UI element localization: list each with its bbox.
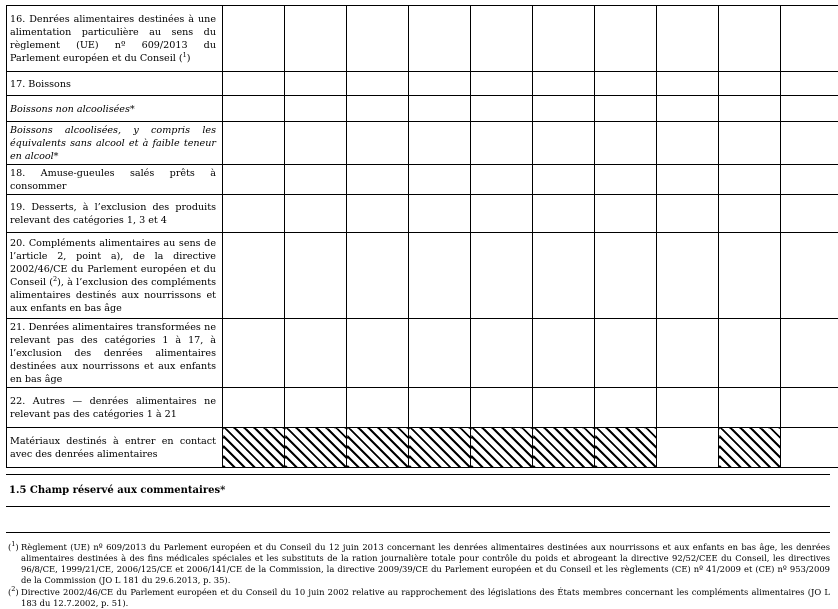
table-row bbox=[7, 195, 838, 233]
entry-cell[interactable] bbox=[223, 233, 285, 319]
category-text: 18. Amuse-gueules salés prêts à consommer bbox=[10, 168, 216, 192]
entry-cell[interactable] bbox=[409, 195, 471, 233]
entry-cell[interactable] bbox=[533, 6, 595, 72]
entry-cell[interactable] bbox=[347, 72, 409, 96]
hatched-cell bbox=[595, 428, 657, 468]
category-text: 17. Boissons bbox=[10, 79, 71, 90]
hatched-cell bbox=[347, 428, 409, 468]
category-text: 19. Desserts, à l’exclusion des produits relevant des catégories 1, 3 et 4 bbox=[10, 202, 216, 226]
entry-cell[interactable] bbox=[223, 388, 285, 428]
entry-cell[interactable] bbox=[533, 388, 595, 428]
entry-cell[interactable] bbox=[223, 96, 285, 122]
entry-cell[interactable] bbox=[595, 6, 657, 72]
entry-cell[interactable] bbox=[347, 233, 409, 319]
entry-cell[interactable] bbox=[471, 165, 533, 195]
footnote-ref: 2 bbox=[53, 275, 57, 283]
entry-cell[interactable] bbox=[347, 319, 409, 388]
category-label bbox=[7, 122, 223, 165]
entry-cell[interactable] bbox=[719, 388, 781, 428]
hatched-cell bbox=[409, 428, 471, 468]
footnote: ($^2$) Directive 2002/46/CE du Parlement européen et du Conseil du 10 juin 2002 relative au rapprochement des législations des États membres concernant les compléments alimentaires (JO L 183 du 12.7.2002, p. 51). bbox=[8, 587, 830, 609]
entry-cell[interactable] bbox=[533, 233, 595, 319]
entry-cell[interactable] bbox=[533, 165, 595, 195]
entry-cell[interactable] bbox=[533, 319, 595, 388]
entry-cell[interactable] bbox=[719, 233, 781, 319]
entry-cell[interactable] bbox=[471, 72, 533, 96]
comments-section-title: 1.5 Champ réservé aux commentaires* bbox=[9, 485, 225, 496]
category-label bbox=[7, 428, 223, 468]
entry-cell[interactable] bbox=[285, 233, 347, 319]
entry-cell[interactable] bbox=[409, 122, 471, 165]
footnote-marker: 1 bbox=[11, 540, 15, 548]
footnote-marker: 2 bbox=[11, 585, 15, 593]
category-text-continued: ) bbox=[187, 53, 191, 64]
category-text: 16. Denrées alimentaires destinées à une alimentation particulière au sens du règlement (UE) nº 609/2013 du Parlement européen et du Conseil ( bbox=[10, 14, 216, 64]
entry-cell[interactable] bbox=[409, 96, 471, 122]
entry-cell[interactable] bbox=[285, 6, 347, 72]
footnote-ref: 1 bbox=[183, 51, 187, 59]
entry-cell[interactable] bbox=[347, 6, 409, 72]
entry-cell[interactable] bbox=[781, 319, 838, 388]
entry-cell[interactable] bbox=[471, 233, 533, 319]
entry-cell[interactable] bbox=[471, 319, 533, 388]
hatched-cell bbox=[471, 428, 533, 468]
entry-cell[interactable] bbox=[719, 72, 781, 96]
entry-cell[interactable] bbox=[719, 122, 781, 165]
entry-cell[interactable] bbox=[285, 122, 347, 165]
hatched-cell bbox=[719, 428, 781, 468]
category-text: 20. Compléments alimentaires au sens de l’article 2, point a), de la directive 2002/46/CE du Parlement européen et du Conseil ( bbox=[10, 238, 216, 288]
entry-cell[interactable] bbox=[781, 233, 838, 319]
table-row bbox=[7, 6, 838, 72]
entry-cell[interactable] bbox=[285, 195, 347, 233]
entry-cell[interactable] bbox=[347, 165, 409, 195]
footnote-text: Directive 2002/46/CE du Parlement européen et du Conseil du 10 juin 2002 relative au rapprochement des législations des États membres concernant les compléments alimentaires (JO L 183 du 12.7.2002, p. 51). bbox=[21, 587, 830, 608]
category-text: Matériaux destinés à entrer en contact avec des denrées alimentaires bbox=[10, 436, 216, 460]
entry-cell[interactable] bbox=[595, 233, 657, 319]
footnote: ($^1$) Règlement (UE) nº 609/2013 du Parlement européen et du Conseil du 12 juin 2013 concernant les denrées alimentaires destinées aux nourrissons et aux enfants en bas âge, les denrées alimentaires destinées à des fins médicales spéciales et les substituts de la ration journalière totale pour contrôle du poids et abrogeant la directive 92/52/CEE du Conseil, les directives 96/8/CE, 1999/21/CE, 2006/125/CE et 2006/141/CE de la Commission, la directive 2009/39/CE du Parlement européen et du Conseil et les règlements (CE) nº 41/2009 et (CE) nº 953/2009 de la Commission (JO L 181 du 29.6.2013, p. 35). bbox=[8, 542, 830, 586]
section-divider bbox=[6, 474, 830, 475]
entry-cell[interactable] bbox=[595, 388, 657, 428]
entry-cell[interactable] bbox=[409, 6, 471, 72]
category-label bbox=[7, 388, 223, 428]
entry-cell[interactable] bbox=[533, 96, 595, 122]
table-row bbox=[7, 319, 838, 388]
category-text: Boissons alcoolisées, y compris les équivalents sans alcool et à faible teneur en alcool* bbox=[10, 125, 216, 162]
entry-cell[interactable] bbox=[657, 195, 719, 233]
entry-cell[interactable] bbox=[781, 122, 838, 165]
entry-cell[interactable] bbox=[223, 165, 285, 195]
entry-cell[interactable] bbox=[471, 6, 533, 72]
entry-cell[interactable] bbox=[533, 195, 595, 233]
entry-cell[interactable] bbox=[223, 122, 285, 165]
entry-cell[interactable] bbox=[781, 388, 838, 428]
entry-cell[interactable] bbox=[409, 388, 471, 428]
footnote-divider bbox=[6, 532, 830, 533]
category-label bbox=[7, 96, 223, 122]
category-label bbox=[7, 165, 223, 195]
entry-cell[interactable] bbox=[595, 319, 657, 388]
entry-cell[interactable] bbox=[595, 195, 657, 233]
entry-cell[interactable] bbox=[719, 96, 781, 122]
food-category-table bbox=[6, 5, 838, 468]
entry-cell[interactable] bbox=[533, 122, 595, 165]
entry-cell[interactable] bbox=[223, 6, 285, 72]
entry-cell[interactable] bbox=[409, 233, 471, 319]
category-text: 21. Denrées alimentaires transformées ne relevant pas des catégories 1 à 17, à l’exclusion des denrées alimentaires destinées aux nourrissons et aux enfants en bas âge bbox=[10, 322, 216, 385]
category-label bbox=[7, 319, 223, 388]
category-text: 22. Autres — denrées alimentaires ne relevant pas des catégories 1 à 21 bbox=[10, 396, 216, 420]
comments-field-line bbox=[6, 506, 830, 507]
table-row bbox=[7, 428, 838, 468]
category-text-continued: ), à l’exclusion des compléments alimentaires destinés aux nourrissons et aux enfants en bas âge bbox=[10, 277, 216, 314]
entry-cell[interactable] bbox=[347, 195, 409, 233]
entry-cell[interactable] bbox=[781, 72, 838, 96]
category-text: Boissons non alcoolisées* bbox=[10, 104, 135, 115]
category-label bbox=[7, 6, 223, 72]
entry-cell[interactable] bbox=[595, 72, 657, 96]
entry-cell[interactable] bbox=[471, 122, 533, 165]
entry-cell[interactable] bbox=[657, 122, 719, 165]
entry-cell[interactable] bbox=[471, 195, 533, 233]
entry-cell[interactable] bbox=[471, 388, 533, 428]
table-row bbox=[7, 96, 838, 122]
entry-cell[interactable] bbox=[657, 319, 719, 388]
entry-cell[interactable] bbox=[595, 122, 657, 165]
hatched-cell bbox=[533, 428, 595, 468]
entry-cell[interactable] bbox=[595, 165, 657, 195]
entry-cell[interactable] bbox=[285, 165, 347, 195]
entry-cell[interactable] bbox=[533, 72, 595, 96]
entry-cell[interactable] bbox=[657, 233, 719, 319]
hatched-cell bbox=[223, 428, 285, 468]
entry-cell[interactable] bbox=[719, 6, 781, 72]
entry-cell[interactable] bbox=[223, 72, 285, 96]
hatched-cell bbox=[285, 428, 347, 468]
entry-cell[interactable] bbox=[657, 388, 719, 428]
category-label bbox=[7, 233, 223, 319]
entry-cell[interactable] bbox=[409, 319, 471, 388]
entry-cell[interactable] bbox=[285, 319, 347, 388]
entry-cell[interactable] bbox=[595, 96, 657, 122]
entry-cell[interactable] bbox=[657, 165, 719, 195]
entry-cell[interactable] bbox=[657, 6, 719, 72]
entry-cell[interactable] bbox=[781, 96, 838, 122]
entry-cell[interactable] bbox=[223, 195, 285, 233]
footnote-text: Règlement (UE) nº 609/2013 du Parlement européen et du Conseil du 12 juin 2013 concernant les denrées alimentaires destinées aux nourrissons et aux enfants en bas âge, les denrées alimentaires destinées à des fins médicales spéciales et les substituts de la ration journalière totale pour contrôle du poids et abrogeant la directive 92/52/CEE du Conseil, les directives 96/8/CE, 1999/21/CE, 2006/125/CE et 2006/141/CE de la Commission, la directive 2009/39/CE du Parlement européen et du Conseil et les règlements (CE) nº 41/2009 et (CE) nº 953/2009 de la Commission (JO L 181 du 29.6.2013, p. 35). bbox=[21, 542, 830, 585]
footnotes bbox=[8, 542, 830, 609]
entry-cell[interactable] bbox=[471, 96, 533, 122]
category-label bbox=[7, 72, 223, 96]
entry-cell[interactable] bbox=[657, 96, 719, 122]
entry-cell[interactable] bbox=[719, 319, 781, 388]
entry-cell[interactable] bbox=[285, 388, 347, 428]
entry-cell[interactable] bbox=[223, 319, 285, 388]
entry-cell[interactable] bbox=[285, 96, 347, 122]
category-label bbox=[7, 195, 223, 233]
entry-cell[interactable] bbox=[781, 428, 838, 468]
entry-cell[interactable] bbox=[719, 165, 781, 195]
table-row bbox=[7, 72, 838, 96]
entry-cell[interactable] bbox=[347, 388, 409, 428]
table-row bbox=[7, 165, 838, 195]
table-row bbox=[7, 122, 838, 165]
table-row bbox=[7, 388, 838, 428]
entry-cell[interactable] bbox=[285, 72, 347, 96]
entry-cell[interactable] bbox=[347, 96, 409, 122]
entry-cell[interactable] bbox=[409, 72, 471, 96]
entry-cell[interactable] bbox=[781, 195, 838, 233]
entry-cell[interactable] bbox=[781, 165, 838, 195]
table-row bbox=[7, 233, 838, 319]
entry-cell[interactable] bbox=[781, 6, 838, 72]
entry-cell[interactable] bbox=[657, 72, 719, 96]
entry-cell[interactable] bbox=[409, 165, 471, 195]
entry-cell[interactable] bbox=[657, 428, 719, 468]
entry-cell[interactable] bbox=[347, 122, 409, 165]
entry-cell[interactable] bbox=[719, 195, 781, 233]
